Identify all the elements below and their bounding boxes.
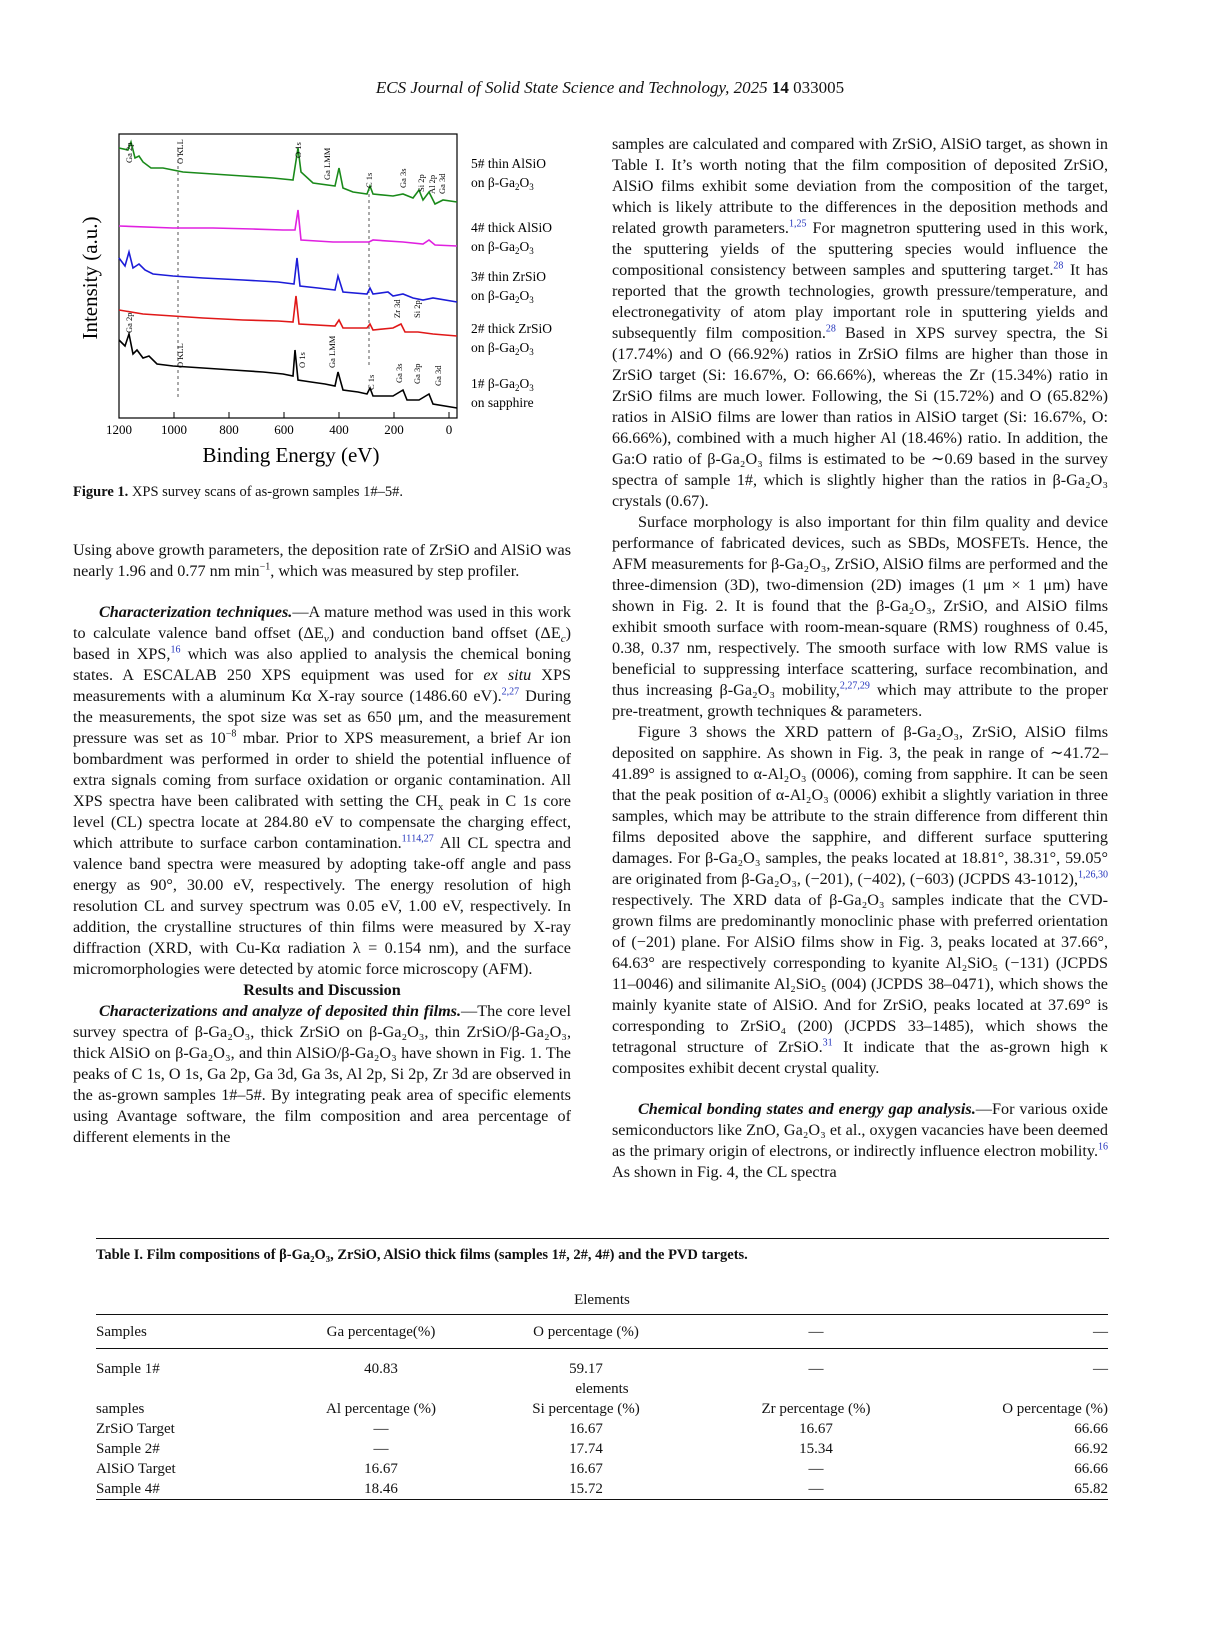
x-axis-label: Binding Energy (eV)	[202, 443, 380, 467]
table-title: Table I. Film compositions of β-Ga₂O₃, ZrSiO, AlSiO thick films (samples 1#, 2#, 4#) and the PVD targets.	[96, 1238, 1109, 1264]
caption-text: XPS survey scans of as-grown samples 1#–5#.	[128, 484, 403, 500]
table-row: AlSiO Target 16.67 16.67 — 66.66	[96, 1461, 1108, 1477]
legend-4: 4# thick AlSiO	[471, 220, 553, 235]
spectrum-4-thick-alsio	[119, 210, 457, 246]
peak-label: Ga LMM	[327, 335, 337, 368]
journal-year: , 2025	[725, 78, 772, 97]
peak-label: O KLL	[175, 139, 185, 164]
peak-label: Si 2p	[416, 174, 426, 192]
table-1	[73, 1238, 1109, 1500]
x-tick-label: 800	[219, 422, 239, 437]
legend-1: 1# $\beta-Ga_2O_3$	[471, 376, 534, 393]
x-tick-label: 400	[329, 422, 349, 437]
column-header: Zr percentage (%)	[761, 1401, 871, 1417]
legend-2: 2# thick ZrSiO	[471, 321, 552, 336]
figure-1-caption	[73, 484, 403, 501]
peak-label: Ga 2p	[124, 142, 134, 163]
table-row: Sample 1# 40.83 59.17 — —	[96, 1361, 1108, 1377]
peak-label: Ga LMM	[322, 147, 332, 180]
runin-heading: Chemical bonding states and energy gap analysis.	[638, 1100, 976, 1118]
paragraph-afm: Surface morphology is also important for thin film quality and device performance of fabricated devices, such as SBDs, MOSFETs. Hence, the AFM measurements for β-Ga₂O₃, ZrSiO, AlSiO films are performed and the three-dimension (3D), two-dimension (2D) images (1 μm × 1 μm) have shown in Fig. 2. It is found that the β-Ga₂O₃, ZrSiO, and AlSiO films exhibit smooth surface with room-mean-square (RMS) roughness of 0.45, 0.38, 0.37 nm, respectively. The smooth surface with low RMS value is beneficial to suppressing interface scattering, surface recombination, and thus increasing β-Ga₂O₃ mobility,$^{2,27,29}$ which may attribute to the proper pre-treatment, growth techniques & parameters.	[612, 513, 1109, 720]
peak-label: C 1s	[366, 374, 376, 390]
paragraph: Using above growth parameters, the deposition rate of ZrSiO and AlSiO was nearly 1.96 and 0.77 nm $\min^{-1}$, which was measured by step profiler.	[73, 541, 571, 580]
legend-3: 3# thin ZrSiO	[471, 269, 547, 284]
left-column	[73, 540, 571, 1148]
column-header: Si percentage (%)	[532, 1401, 640, 1417]
journal-volume: 14	[771, 78, 789, 97]
column-header: —	[706, 1315, 926, 1349]
spectrum-3-thin-zrsio	[119, 252, 457, 302]
group-header: elements	[575, 1381, 629, 1397]
column-header: Ga percentage(%)	[296, 1315, 466, 1349]
composition-table	[96, 1290, 1108, 1500]
peak-label: Ga 2p	[124, 312, 134, 333]
group-header: Elements	[96, 1290, 1108, 1315]
peak-label: Ga 3d	[437, 173, 447, 194]
x-ticks	[119, 412, 449, 418]
peak-label: Ga 3d	[433, 365, 443, 386]
column-header: Al percentage (%)	[326, 1401, 436, 1417]
paragraph: samples are calculated and compared with ZrSiO, AlSiO target, as shown in Table I. It’s worth noting that the film composition of deposited ZrSiO, AlSiO films exhibit some deviation from the composition of the target, which is likely attribute to the differences in the deposition methods and related growth parameters.$^{1,25}$ For magnetron sputtering used in this work, the sputtering yields of the sputtering species would influence the compositional consistency between samples and sputtering target.$^{28}$ It has reported that the growth technologies, growth pressure/temperature, and electronegativity of atom play important role in sputtering yields and subsequently film composition.$^{28}$ Based in XPS survey spectra, the Si (17.74%) and O (66.92%) ratios in ZrSiO films are higher than those in ZrSiO target (Si: 16.67%, O: 66.66%), whereas the Zr (15.34%) ratio in ZrSiO films are much lower. Following, the Si (15.72%) and O (65.82%) ratios in AlSiO films are lower than ratios in AlSiO target (Si: 16.67%, O: 66.66%), combined with a much higher Al (18.46%) ratio. In addition, the Ga:O ratio of β-Ga₂O₃ films is estimated to be ∼0.69 based in the survey spectra of sample 1#, which is slightly higher than the ratios in β-Ga₂O₃ crystals (0.67).	[612, 135, 1109, 510]
peak-label: Ga 3s	[394, 363, 404, 383]
figure-1-xps-survey	[73, 128, 573, 478]
x-tick-label: 200	[384, 422, 404, 437]
runin-heading: Characterization techniques.	[99, 603, 293, 621]
table-group-row	[96, 1290, 1108, 1315]
journal-name: ECS Journal of Solid State Science and Technology	[375, 78, 726, 97]
paragraph-characterization: Characterization techniques.—A mature method was used in this work to calculate valence band offset $(\Delta E_v)$ and conduction band offset $(\Delta E_c)$ based in XPS,$^{16}$ which was also applied to analysis the chemical boning states. A ESCALAB 250 XPS equipment was used for ex situ XPS measurements with a aluminum Kα X-ray source (1486.60 eV).$^{2,27}$ During the measurements, the spot size was set as 650 μm, and the measurement pressure was set as $10^{-8}$ mbar. Prior to XPS measurement, a brief Ar ion bombardment was performed in order to shield the potential influence of extra signals coming from surface oxidation or organic contamination. All XPS spectra have been calibrated with setting the $CH_x$ peak in C 1s core level (CL) spectra locate at 284.80 eV to compensate the charging effect, which attribute to surface carbon contamination.$^{1114,27}$ All CL spectra and valence band spectra were measured by adopting take-off angle and pass energy as 90°, 30.00 eV, respectively. The energy resolution of high resolution CL and survey spectrum was 0.05 eV, 1.00 eV, respectively. In addition, the crystalline structures of thin films were measured by X-ray diffraction (XRD, with Cu-Kα radiation λ = 0.154 nm), and the surface micromorphologies were detected by atomic force microscopy (AFM).	[73, 603, 572, 978]
legend-5b: on $\beta-Ga_2O_3$	[471, 175, 534, 192]
peak-label: O 1s	[297, 352, 307, 368]
peak-label: Ga 3s	[398, 168, 408, 188]
table-row: Sample 2# — 17.74 15.34 66.92	[96, 1441, 1108, 1457]
peak-label: Ga 3p	[412, 363, 422, 384]
table-header-row	[96, 1315, 1108, 1349]
paragraph-chemical-bonding: Chemical bonding states and energy gap analysis.—For various oxide semiconductors like ZnO, Ga₂O₃ et al., oxygen vacancies have been deemed as the primary origin of electrons, or indirectly influence electron mobility.$^{16}$ As shown in Fig. 4, the CL spectra	[612, 1100, 1108, 1181]
article-number: 033005	[788, 78, 845, 97]
peak-label: O 1s	[293, 142, 303, 158]
legend-2b: on $\beta-Ga_2O_3$	[471, 340, 534, 357]
paragraph-results: Characterizations and analyze of deposited thin films.—The core level survey spectra of β-Ga₂O₃, thick ZrSiO on β-Ga₂O₃, thin ZrSiO/β-Ga₂O₃, thick AlSiO on β-Ga₂O₃, and thin AlSiO/β-Ga₂O₃ have shown in Fig. 1. The peaks of C 1s, O 1s, Ga 2p, Ga 3d, Ga 3s, Al 2p, Si 2p, Zr 3d are observed in the as-grown samples 1#–5#. By integrating peak area of specific elements using Avantage software, the film composition and area percentage of different elements in the	[73, 1002, 571, 1146]
peak-label: Al 2p	[427, 174, 437, 194]
legend-5: 5# thin AlSiO	[471, 156, 547, 171]
y-axis-label: Intensity (a.u.)	[78, 216, 102, 340]
x-tick-label: 0	[445, 422, 453, 437]
legend-1b: on sapphire	[471, 395, 534, 410]
x-tick-label: 1200	[106, 422, 132, 437]
table-header-row	[96, 1399, 1108, 1419]
column-header: —	[926, 1315, 1108, 1349]
section-heading: Results and Discussion	[243, 981, 401, 999]
runin-heading: Characterizations and analyze of deposited thin films.	[99, 1002, 462, 1020]
paragraph-xrd: Figure 3 shows the XRD pattern of β-Ga₂O₃, ZrSiO, AlSiO films deposited on sapphire. As shown in Fig. 3, the peak in range of ∼41.72–41.89° is assigned to α-Al₂O₃ (0006), coming from sapphire. It can be seen that the peak position of α-Al₂O₃ (0006) exhibit a slightly variation in three samples, which may be attribute to the strain difference from different thin films deposited above the sapphire, and different surface sputtering damages. For β-Ga₂O₃ samples, the peaks located at 18.81°, 38.31°, 59.05° are originated from β-Ga₂O₃, (−201), (−402), (−603) (JCPDS 43-1012),$^{1,26,30}$ respectively. The XRD data of β-Ga₂O₃ samples indicate that the CVD-grown films are predominantly monoclinic phase with preferred orientation of (−201) plane. For AlSiO films show in Fig. 3, peaks located at 37.66°, 64.63° are respectively corresponding to kyanite Al₂SiO₅ (−131) (JCPDS 11–0046) and silimanite Al₂SiO₅ (004) (JCPDS 38–0471), which shows the mainly kyanite state of AlSiO. And for ZrSiO, peaks located at 37.69° is corresponding to ZrSiO₄ (200) (JCPDS 33–1485), which shows the tetragonal structure of ZrSiO.$^{31}$ It indicate that the as-grown high κ composites exhibit decent crystal quality.	[612, 723, 1108, 1077]
x-tick-label: 1000	[161, 422, 187, 437]
legend-3b: on $\beta-Ga_2O_3$	[471, 288, 534, 305]
column-header: Samples	[96, 1315, 296, 1349]
table-row: Sample 4# 18.46 15.72 — 65.82	[96, 1479, 1108, 1500]
peak-label: Si 2p	[412, 300, 422, 318]
peak-label: Zr 3d	[392, 299, 402, 318]
peak-label: O KLL	[175, 343, 185, 368]
spectrum-2-thick-zrsio	[119, 296, 457, 336]
spectrum-1-ga2o3	[119, 334, 457, 408]
right-column	[612, 134, 1108, 1183]
peak-label: C 1s	[364, 172, 374, 188]
column-header: O percentage (%)	[466, 1315, 706, 1349]
caption-label: Figure 1.	[73, 484, 129, 500]
table-row: ZrSiO Target — 16.67 16.67 66.66	[96, 1421, 1108, 1437]
legend-4b: on $\beta-Ga_2O_3$	[471, 239, 534, 256]
x-tick-label: 600	[274, 422, 294, 437]
column-header: samples	[96, 1401, 145, 1417]
column-header: O percentage (%)	[1002, 1401, 1108, 1417]
table-group-row	[96, 1379, 1108, 1399]
running-header	[0, 78, 1220, 98]
